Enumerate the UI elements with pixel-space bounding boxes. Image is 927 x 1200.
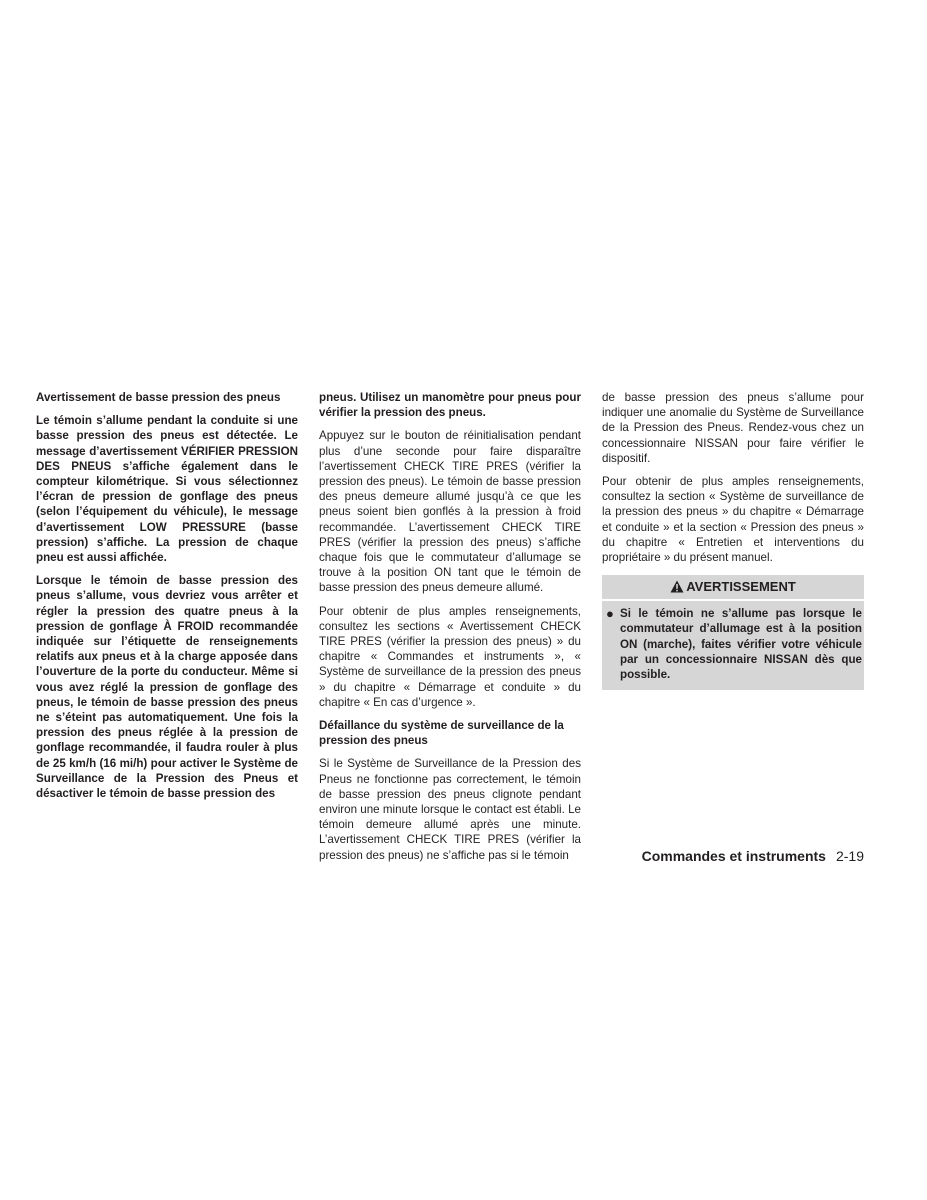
warning-box (602, 575, 864, 690)
paragraph: de basse pression des pneus s’allume pour indiquer une anomalie du Système de Surveillance de la Pression des Pneus. Rendez-vous chez un concessionnaire NISSAN pour faire vérifier le dispositif. (602, 391, 864, 465)
warning-title-label: AVERTISSEMENT (686, 579, 796, 595)
paragraph: pneus. Utilisez un manomètre pour pneus pour vérifier la pression des pneus. (319, 391, 581, 420)
paragraph: Si le Système de Surveillance de la Pression des Pneus ne fonctionne pas correctement, le témoin de basse pression des pneus clignote pendant environ une minute lorsque le contact est établi. Le témoin demeure allumé après une minute. L’avertissement CHECK TIRE PRES (vérifier la pression des pneus) ne s’affiche pas si le témoin (319, 757, 581, 862)
page-footer (560, 848, 864, 864)
warning-text: Si le témoin ne s’allume pas lorsque le commutateur d’allumage est à la position ON (marche), faites vérifier votre véhicule par un concessionnaire NISSAN dès que possible. (620, 607, 862, 682)
column-left (36, 390, 298, 809)
paragraph: Le témoin s’allume pendant la conduite si une basse pression des pneus est détectée. Le message d’avertissement VÉRIFIER PRESSION DES PNEUS s’affiche également dans le compteur kilométrique. Si vous sélectionnez l’écran de pression de gonflage des pneus (selon l’équipement du véhicule), le message d’avertissement LOW PRESSURE (basse pression) s’affiche. La pression de chaque pneu est aussi affichée. (36, 414, 298, 565)
footer-section-title: Commandes et instruments (641, 848, 826, 864)
paragraph: Lorsque le témoin de basse pression des pneus s’allume, vous devriez vous arrêter et régler la pression des quatre pneus à la pression de gonflage À FROID recommandée indiquée sur l’étiquette de renseignements relatifs aux pneus et à la charge apposée dans l’ouverture de la porte du conducteur. Même si vous avez réglé la pression de gonflage des pneus, le témoin de basse pression des pneus ne s’éteint pas automatiquement. Une fois la pression des pneus réglée à la pression de gonflage recommandée, il faudra rouler à plus de 25 km/h (16 mi/h) pour activer le Système de Surveillance de la Pression des Pneus et désactiver le témoin de basse pression des (36, 574, 298, 801)
warning-item (602, 606, 864, 682)
section-heading-system-malfunction: Défaillance du système de surveillance de la pression des pneus (319, 719, 564, 748)
warning-title (602, 579, 864, 601)
bullet: ● (606, 606, 614, 622)
section-heading-low-pressure-warning: Avertissement de basse pression des pneus (36, 391, 281, 404)
page-number: 2-19 (835, 848, 864, 864)
paragraph: Appuyez sur le bouton de réinitialisation pendant plus d’une seconde pour faire disparaître l’avertissement CHECK TIRE PRES (vérifier la pression des pneus). Le témoin de basse pression des pneus demeure allumé jusqu’à ce que les pneus soient bien gonflés à la pression à froid recommandée. L’avertissement CHECK TIRE PRES (vérifier la pression des pneus) s’affiche chaque fois que le commutateur d’allumage se trouve à la position ON tant que le témoin de basse pression des pneus demeure allumé. (319, 429, 581, 595)
paragraph: Pour obtenir de plus amples renseignements, consultez la section « Système de surveillance de la pression des pneus » du chapitre « Démarrage et conduite » et la section « Pression des pneus » du chapitre « Entretien et interventions du propriétaire » du présent manuel. (602, 475, 864, 565)
paragraph: Pour obtenir de plus amples renseignements, consultez les sections « Avertissement CHECK TIRE PRES (vérifier la pression des pneus) » du chapitre « Commandes et instruments », « Système de surveillance de la pression des pneus » du chapitre « Démarrage et conduite » du chapitre « En cas d’urgence ». (319, 604, 581, 709)
column-right (602, 390, 864, 690)
column-middle (319, 390, 581, 871)
warning-triangle-icon (670, 580, 684, 593)
